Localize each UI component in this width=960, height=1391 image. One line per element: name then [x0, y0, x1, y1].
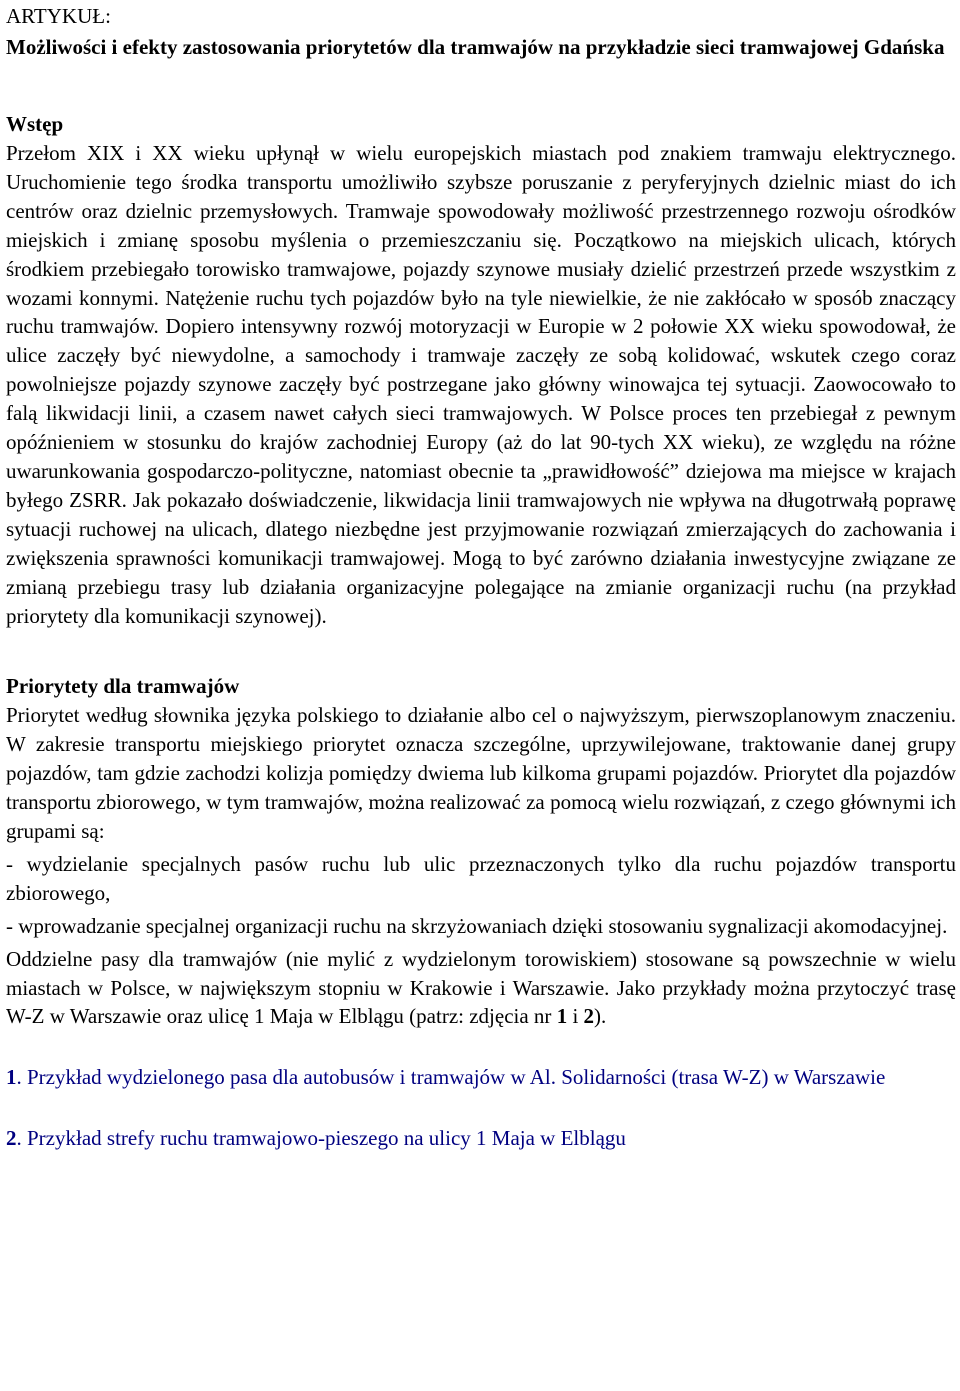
examples-end: ). [594, 1004, 607, 1029]
photo-caption-2 [6, 1124, 956, 1153]
photo-ref-1: 1 [556, 1004, 568, 1029]
ref-join: i [567, 1004, 584, 1029]
examples-text: Oddzielne pasy dla tramwajów (nie mylić z wydzielonym torowiskiem) stosowane są powszechnie w wielu miastach w Polsce, w największym stopniu w Krakowie i Warszawie. Jako przykłady można przytoczyć trasę W-Z w Warszawie oraz ulicę 1 Maja w Elblągu (patrz: zdjęcia nr [6, 946, 956, 1029]
intro-heading: Wstęp [6, 112, 64, 136]
photo-caption-text: . Przykład wydzielonego pasa dla autobusów i tramwajów w Al. Solidarności (trasa W-Z) w Warszawie [16, 1065, 886, 1090]
photo-caption-1 [6, 1063, 956, 1092]
photo-caption-number: 1 [6, 1065, 17, 1090]
priorities-heading: Priorytety dla tramwajów [6, 674, 240, 699]
photo-caption-text: . Przykład strefy ruchu tramwajowo-pieszego na ulicy 1 Maja w Elblągu [16, 1126, 626, 1151]
photo-ref-2: 2 [583, 1004, 595, 1029]
priorities-paragraph: Priorytet według słownika języka polskiego to działanie albo cel o najwyższym, pierwszoplanowym znaczeniu. W zakresie transportu miejskiego priorytet oznacza szczególne, uprzywilejowane, traktowanie danej grupy pojazdów, tam gdzie zachodzi kolizja pomiędzy dwiema lub kilkoma grupami pojazdów. Priorytet dla pojazdów transportu zbiorowego, w tym tramwajów, można realizować za pomocą wielu rozwiązań, z czego głównymi ich grupami są: [6, 703, 956, 844]
examples-paragraph [6, 945, 956, 1032]
photo-caption-number: 2 [6, 1126, 17, 1151]
bullet-item-bus-lanes: - wydzielanie specjalnych pasów ruchu lub ulic przeznaczonych tylko dla ruchu pojazdów transportu zbiorowego, [6, 851, 956, 905]
article-label: ARTYKUŁ: [6, 4, 111, 28]
bullet-item-signals: - wprowadzanie specjalnej organizacji ruchu na skrzyżowaniach dzięki stosowaniu sygnalizacji akomodacyjnej. [6, 913, 948, 938]
article-title: Możliwości i efekty zastosowania priorytetów dla tramwajów na przykładzie sieci tramwajowej Gdańska [6, 35, 945, 59]
intro-paragraph: Przełom XIX i XX wieku upłynął w wielu europejskich miastach pod znakiem tramwaju elektrycznego. Uruchomienie tego środka transportu umożliwiło szybsze poruszanie z peryferyjnych dzielnic miast do ich centrów oraz dzielnic przemysłowych. Tramwaje spowodowały możliwość przestrzennego rozwoju ośrodków miejskich i zmianę sposobu myślenia o przemieszczaniu się. Początkowo na miejskich ulicach, których środkiem przebiegało torowisko tramwajowe, pojazdy szynowe musiały dzielić przestrzeń przede wszystkim z wozami konnymi. Natężenie ruchu tych pojazdów było na tyle niewielkie, że nie zakłócało w sposób znaczący ruchu tramwajów. Dopiero intensywny rozwój motoryzacji w Europie w 2 połowie XX wieku spowodował, że ulice zaczęły być niewydolne, a samochody i tramwaje zaczęły ze sobą kolidować, wskutek czego coraz powolniejsze pojazdy szynowe zaczęły być postrzegane jako główny winowajca tej sytuacji. Zaowocowało to falą likwidacji linii, a czasem nawet całych sieci tramwajowych. W Polsce proces ten przebiegał z pewnym opóźnieniem w stosunku do krajów zachodniej Europy (aż do lat 90-tych XX wieku), ze względu na różne uwarunkowania gospodarczo-polityczne, natomiast obecnie ta „prawidłowość” dziejowa ma miejsce w krajach byłego ZSRR. Jak pokazało doświadczenie, likwidacja linii tramwajowych nie wpływa na długotrwałą poprawę sytuacji ruchowej na ulicach, dlatego niezbędne jest przyjmowanie rozwiązań zmierzających do zachowania i zwiększenia sprawności komunikacji tramwajowej. Mogą to być zarówno działania inwestycyjne związane ze zmianą przebiegu trasy lub działania organizacyjne polegające na zmianie organizacji ruchu (na przykład priorytety dla komunikacji szynowej). [6, 141, 956, 628]
article-page [6, 0, 956, 1153]
